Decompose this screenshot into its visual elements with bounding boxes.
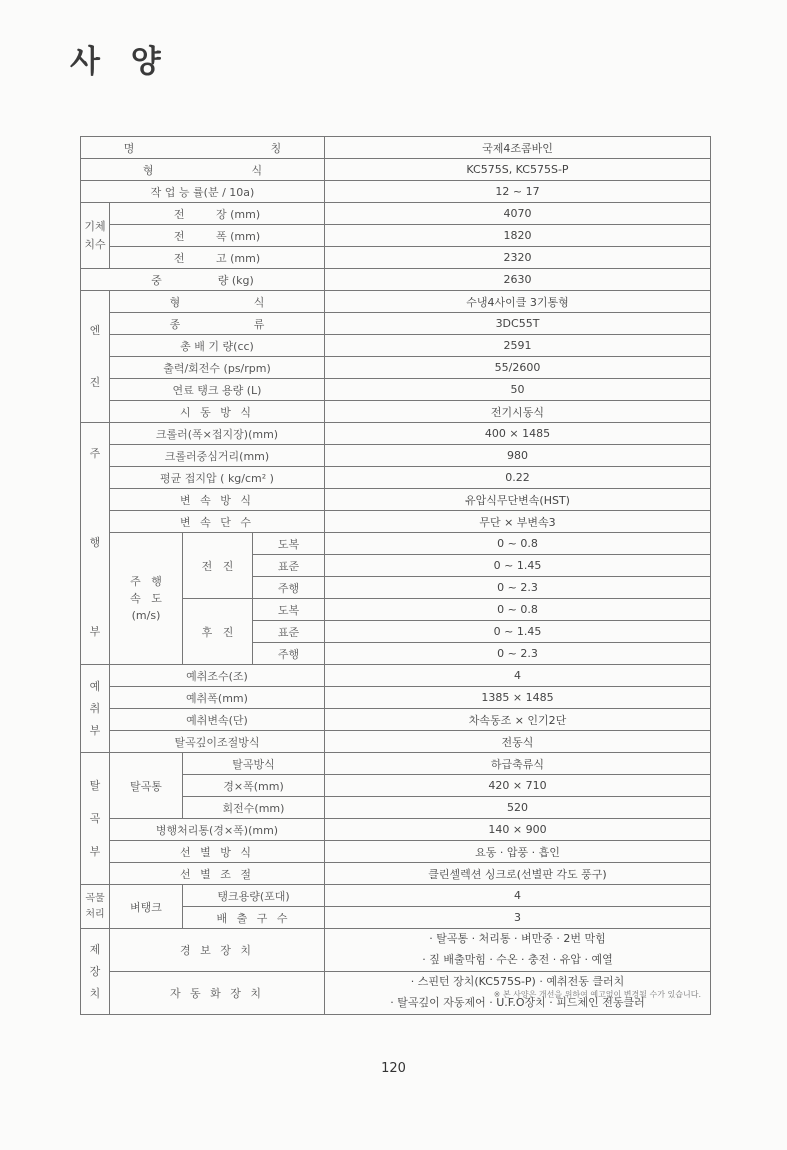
value-length: 4070: [325, 203, 711, 225]
label-capacity: 작 업 능 률(분 / 10a): [81, 181, 325, 203]
value-shift-steps: 무단 × 부변속3: [325, 511, 711, 533]
label-threshing-method: 탈곡방식: [183, 753, 325, 775]
value-forward-lodged: 0 ~ 0.8: [325, 533, 711, 555]
value-alarm-line-2: · 짚 배출막힘 · 수온 · 충전 · 유압 · 예열: [422, 952, 613, 966]
value-auto-line-2: · 탈곡깊이 자동제어 · U.F.O장치 · 피드체인 전동클러: [390, 995, 645, 1009]
value-crawler-center: 980: [325, 445, 711, 467]
label-alarm: 경 보 장 치: [110, 929, 325, 972]
row-name: [81, 137, 711, 159]
value-model: KC575S, KC575S-P: [325, 159, 711, 181]
value-starting: 전기시동식: [325, 401, 711, 423]
label-ground-pressure: 평균 접지압 ( kg/cm² ): [110, 467, 325, 489]
row-capacity: [81, 181, 711, 203]
row-reaping-rows: [81, 665, 711, 687]
label-forward: 전 진: [183, 533, 253, 599]
row-sorting-method: [81, 841, 711, 863]
row-length: [81, 203, 711, 225]
label-reverse-travel: 주행: [253, 643, 325, 665]
label-reverse: 후 진: [183, 599, 253, 665]
page-number: 120: [381, 1061, 406, 1076]
value-drum-size: 420 × 710: [325, 775, 711, 797]
value-width: 1820: [325, 225, 711, 247]
value-alarm: [325, 929, 711, 972]
value-sorting-adjust: 클린셀렉션 싱크로(선별판 각도 풍구): [325, 863, 711, 885]
label-engine-type: 형 식: [110, 291, 325, 313]
value-displacement: 2591: [325, 335, 711, 357]
spec-table: [80, 136, 711, 1015]
label-weight: 중 량 (kg): [81, 269, 325, 291]
row-tank-capacity: [81, 885, 711, 907]
label-forward-lodged: 도복: [253, 533, 325, 555]
label-shift-method: 변 속 방 식: [110, 489, 325, 511]
value-threshing-method: 하급축류식: [325, 753, 711, 775]
row-weight: [81, 269, 711, 291]
label-starting: 시 동 방 식: [110, 401, 325, 423]
label-double-drum: 병행처리통(경×폭)(mm): [110, 819, 325, 841]
value-capacity: 12 ~ 17: [325, 181, 711, 203]
group-engine: 엔 진: [81, 291, 110, 423]
label-travel-speed: 주 행 속 도 (m/s): [110, 533, 183, 665]
label-drum-size: 경×폭(mm): [183, 775, 325, 797]
value-engine-kind: 3DC55T: [325, 313, 711, 335]
row-shift-method: [81, 489, 711, 511]
group-travel: 주 행 부: [81, 423, 110, 665]
value-forward-travel: 0 ~ 2.3: [325, 577, 711, 599]
value-reaping-rows: 4: [325, 665, 711, 687]
value-auto-line-1: · 스핀턴 장치(KC575S-P) · 예취전동 클러치: [410, 974, 625, 988]
row-crawler-center: [81, 445, 711, 467]
label-engine-kind: 종 류: [110, 313, 325, 335]
row-model: [81, 159, 711, 181]
label-reverse-lodged: 도복: [253, 599, 325, 621]
row-displacement: [81, 335, 711, 357]
row-threshing-method: [81, 753, 711, 775]
value-ground-pressure: 0.22: [325, 467, 711, 489]
label-model: 형 식: [81, 159, 325, 181]
label-crawler: 크롤러(폭×접지장)(mm): [110, 423, 325, 445]
value-alarm-line-1: · 탈곡통 · 처리통 · 벼만중 · 2번 막힘: [429, 932, 606, 945]
group-reaping: 예 취 부: [81, 665, 110, 753]
group-threshing: 탈 곡 부: [81, 753, 110, 885]
label-reaping-rows: 예취조수(조): [110, 665, 325, 687]
value-engine-type: 수냉4사이클 3기통형: [325, 291, 711, 313]
value-reaping-shift: 차속동조 × 인기2단: [325, 709, 711, 731]
label-shift-steps: 변 속 단 수: [110, 511, 325, 533]
label-forward-travel: 주행: [253, 577, 325, 599]
label-discharge: 배 출 구 수: [183, 907, 325, 929]
label-length: 전 장 (mm): [110, 203, 325, 225]
row-engine-type: [81, 291, 711, 313]
row-starting: [81, 401, 711, 423]
value-weight: 2630: [325, 269, 711, 291]
label-width: 전 폭 (mm): [110, 225, 325, 247]
value-forward-standard: 0 ~ 1.45: [325, 555, 711, 577]
value-reverse-travel: 0 ~ 2.3: [325, 643, 711, 665]
label-drum-rpm: 회전수(mm): [183, 797, 325, 819]
label-sorting-adjust: 선 별 조 절: [110, 863, 325, 885]
row-reaping-shift: [81, 709, 711, 731]
row-output: [81, 357, 711, 379]
value-discharge: 3: [325, 907, 711, 929]
label-grain-tank: 벼탱크: [110, 885, 183, 929]
label-threshing-drum: 탈곡통: [110, 753, 183, 819]
value-double-drum: 140 × 900: [325, 819, 711, 841]
value-name: 국제4조콤바인: [325, 137, 711, 159]
row-double-drum: [81, 819, 711, 841]
label-displacement: 총 배 기 량(cc): [110, 335, 325, 357]
row-height: [81, 247, 711, 269]
label-tank-capacity: 탱크용량(포대): [183, 885, 325, 907]
value-depth-adjust: 전동식: [325, 731, 711, 753]
row-ground-pressure: [81, 467, 711, 489]
value-fuel-tank: 50: [325, 379, 711, 401]
group-dimensions: 기체 치수: [81, 203, 110, 269]
label-forward-standard: 표준: [253, 555, 325, 577]
row-fuel-tank: [81, 379, 711, 401]
row-shift-steps: [81, 511, 711, 533]
value-reaping-width: 1385 × 1485: [325, 687, 711, 709]
label-name: 명 칭: [81, 137, 325, 159]
label-crawler-center: 크롤러중심거리(mm): [110, 445, 325, 467]
row-crawler: [81, 423, 711, 445]
label-sorting-method: 선 별 방 식: [110, 841, 325, 863]
row-width: [81, 225, 711, 247]
label-reaping-shift: 예취변속(단): [110, 709, 325, 731]
value-drum-rpm: 520: [325, 797, 711, 819]
footnote: ※ 본 사양은 개선을 위하여 예고없이 변경될 수가 있습니다.: [493, 990, 701, 999]
value-shift-method: 유압식무단변속(HST): [325, 489, 711, 511]
label-height: 전 고 (mm): [110, 247, 325, 269]
row-forward-lodged: [81, 533, 711, 555]
row-sorting-adjust: [81, 863, 711, 885]
value-sorting-method: 요동 · 압풍 · 흡인: [325, 841, 711, 863]
label-reaping-width: 예취폭(mm): [110, 687, 325, 709]
label-fuel-tank: 연료 탱크 용량 (L): [110, 379, 325, 401]
row-reaping-width: [81, 687, 711, 709]
label-reverse-standard: 표준: [253, 621, 325, 643]
group-grain: 곡물 처리: [81, 885, 110, 929]
label-output: 출력/회전수 (ps/rpm): [110, 357, 325, 379]
value-crawler: 400 × 1485: [325, 423, 711, 445]
row-depth-adjust: [81, 731, 711, 753]
value-tank-capacity: 4: [325, 885, 711, 907]
row-alarm: [81, 929, 711, 972]
group-devices: 제 장 치: [81, 929, 110, 1015]
value-reverse-lodged: 0 ~ 0.8: [325, 599, 711, 621]
value-height: 2320: [325, 247, 711, 269]
label-auto: 자 동 화 장 치: [110, 971, 325, 1014]
value-reverse-standard: 0 ~ 1.45: [325, 621, 711, 643]
value-output: 55/2600: [325, 357, 711, 379]
page-title: 사 양: [70, 44, 171, 80]
label-depth-adjust: 탈곡깊이조절방식: [110, 731, 325, 753]
row-engine-kind: [81, 313, 711, 335]
